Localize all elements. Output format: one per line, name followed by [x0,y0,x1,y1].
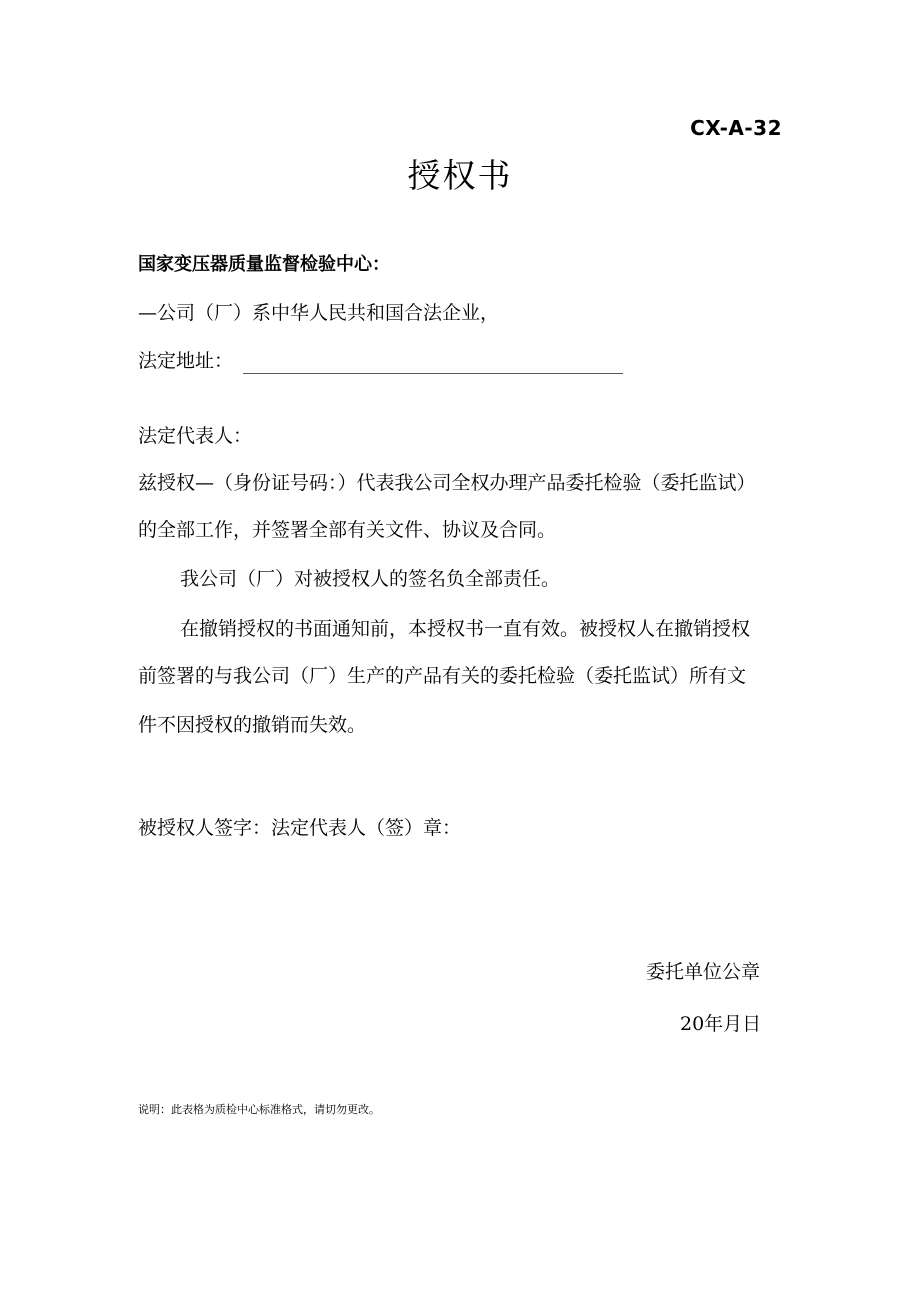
responsibility-statement: 我公司（厂）对被授权人的签名负全部责任。 [180,568,561,590]
validity-text-line-1: 在撤销授权的书面通知前，本授权书一直有效。被授权人在撤销授权 [180,618,751,640]
company-statement: —公司（厂）系中华人民共和国合法企业， [138,302,500,324]
legal-address-row [138,348,623,374]
addressee: 国家变压器质量监督检验中心： [138,254,390,275]
document-code: CX-A-32 [690,116,782,140]
validity-text-line-3: 件不因授权的撤销而失效。 [138,714,367,736]
authorization-text-line-2: 的全部工作，并签署全部有关文件、协议及合同。 [138,519,557,541]
legal-address-label: 法定地址： [138,350,234,372]
date-line: 20年月日 [680,1013,762,1035]
document-title: 授权书 [407,156,513,195]
authorization-text-line-1: 兹授权—（身份证号码：）代表我公司全权办理产品委托检验（委托监试） [138,472,756,494]
form-note: 说明：此表格为质检中心标准格式，请切勿更改。 [138,1103,380,1116]
legal-address-blank [243,353,623,374]
signature-line: 被授权人签字：法定代表人（签）章： [138,817,462,839]
legal-representative-label: 法定代表人： [138,425,253,447]
seal-label: 委托单位公章 [646,961,761,983]
validity-text-line-2: 前签署的与我公司（厂）生产的产品有关的委托检验（委托监试）所有文 [138,665,747,687]
